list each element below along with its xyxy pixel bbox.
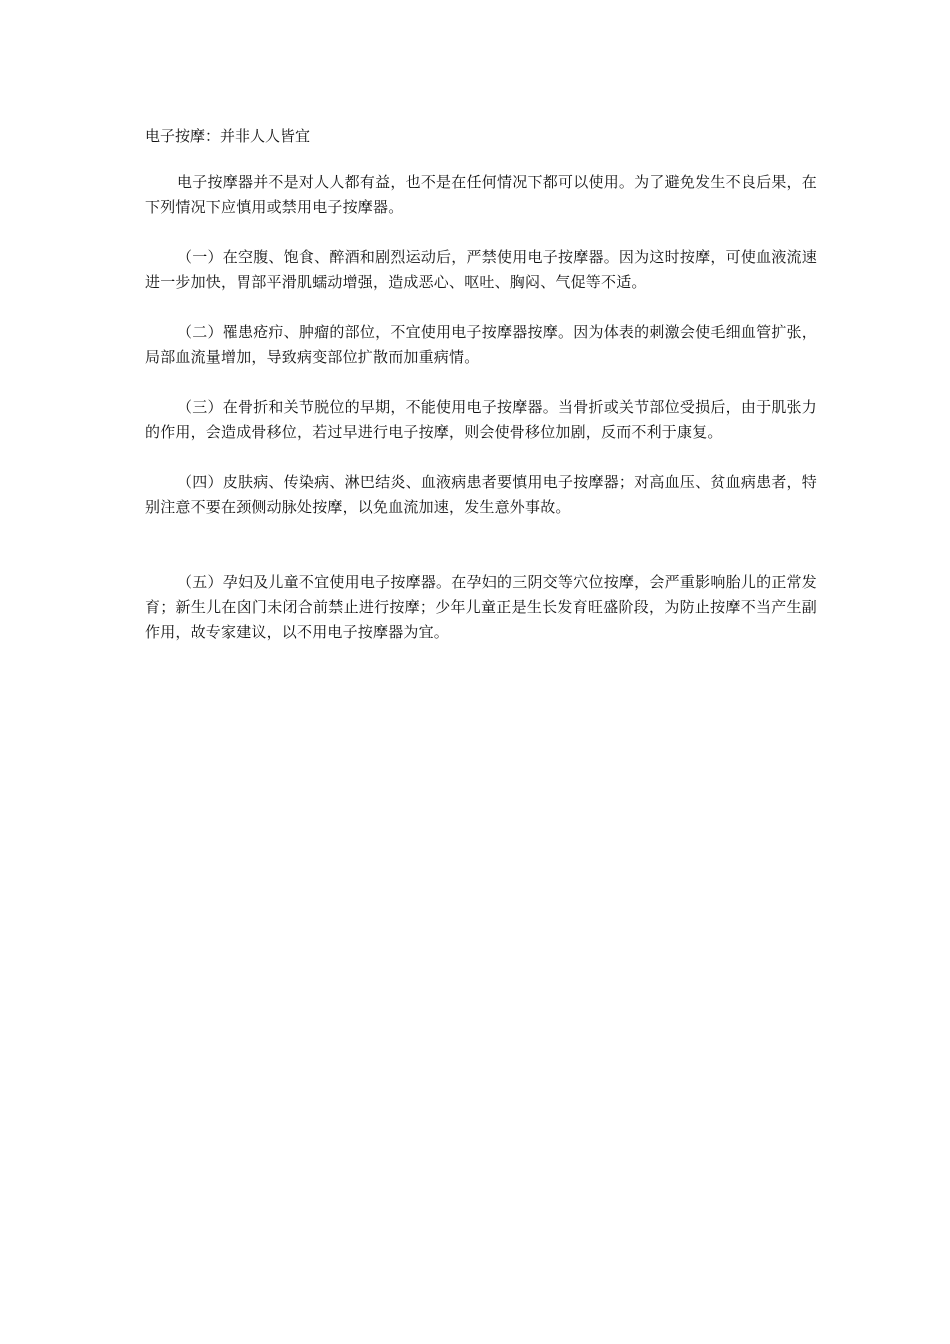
- paragraph-3: （三）在骨折和关节脱位的早期，不能使用电子按摩器。当骨折或关节部位受损后，由于肌张力的作用，会造成骨移位，若过早进行电子按摩，则会使骨移位加剧，反而不利于康复。: [145, 398, 817, 441]
- paragraph-5: （五）孕妇及儿童不宜使用电子按摩器。在孕妇的三阴交等穴位按摩，会严重影响胎儿的正常发育；新生儿在囟门未闭合前禁止进行按摩；少年儿童正是生长发育旺盛阶段，为防止按摩不当产生副作用，故专家建议，以不用电子按摩器为宜。: [145, 573, 817, 641]
- paragraph-4: （四）皮肤病、传染病、淋巴结炎、血液病患者要慎用电子按摩器；对高血压、贫血病患者，特别注意不要在颈侧动脉处按摩，以免血流加速，发生意外事故。: [145, 473, 817, 516]
- document-page: [145, 124, 817, 645]
- paragraph-2: （二）罹患疮疖、肿瘤的部位，不宜使用电子按摩器按摩。因为体表的刺激会使毛细血管扩张，局部血流量增加，导致病变部位扩散而加重病情。: [145, 323, 817, 366]
- paragraph-1: （一）在空腹、饱食、醉酒和剧烈运动后，严禁使用电子按摩器。因为这时按摩，可使血液流速进一步加快，胃部平滑肌蠕动增强，造成恶心、呕吐、胸闷、气促等不适。: [145, 248, 817, 291]
- document-title: 电子按摩：并非人人皆宜: [145, 127, 311, 145]
- intro-paragraph: 电子按摩器并不是对人人都有益，也不是在任何情况下都可以使用。为了避免发生不良后果，在下列情况下应慎用或禁用电子按摩器。: [145, 173, 817, 216]
